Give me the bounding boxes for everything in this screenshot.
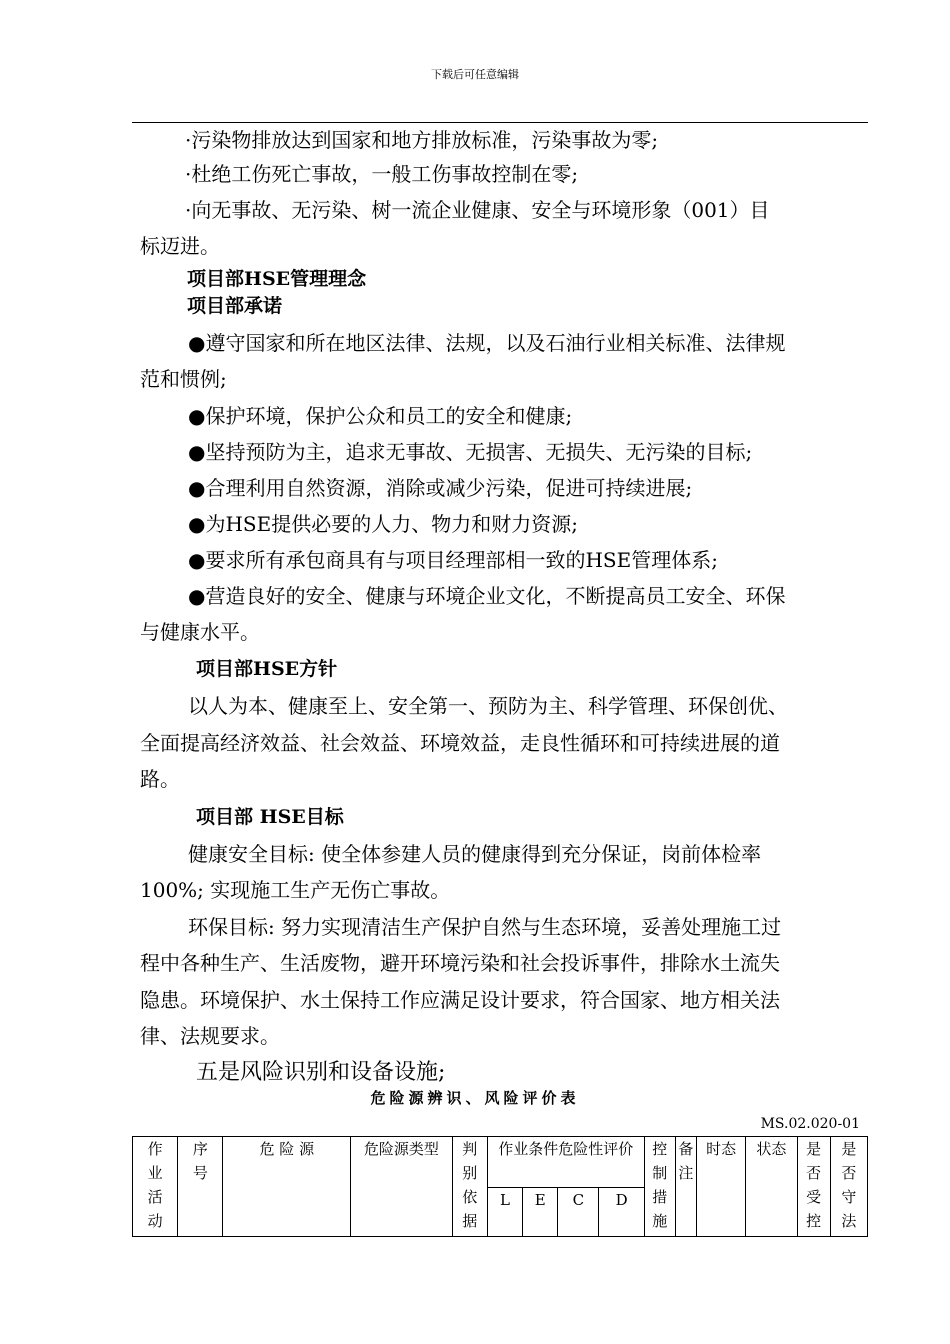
goal-health-line-1: 健康安全目标: 使全体参建人员的健康得到充分保证，岗前体检率	[188, 842, 762, 866]
page-header: 下载后可任意编辑	[431, 68, 519, 81]
commitment-1: ●遵守国家和所在地区法律、法规，以及石油行业相关标准、法律规	[188, 331, 786, 355]
col-C: C	[558, 1188, 599, 1237]
col-eval: 作业条件危险性评价	[487, 1137, 644, 1188]
heading-hse-goal: 项目部 HSE目标	[196, 806, 344, 828]
commitment-1-cont: 范和惯例;	[140, 367, 227, 391]
col-hazard-type: 危险源类型	[351, 1137, 453, 1237]
hazard-risk-table	[132, 1136, 868, 1237]
col-hazard: 危 险 源	[223, 1137, 351, 1237]
commitment-5: ●为HSE提供必要的人力、物力和财力资源;	[188, 512, 578, 536]
policy-line-1: 以人为本、健康至上、安全第一、预防为主、科学管理、环保创优、	[188, 694, 788, 718]
commitment-4: ●合理利用自然资源，消除或减少污染，促进可持续进展;	[188, 476, 693, 500]
policy-line-2: 全面提高经济效益、社会效益、环境效益，走良性循环和可持续进展的道	[140, 731, 780, 755]
col-controlled: 是否受控	[797, 1137, 830, 1237]
goal-env-line-3: 隐患。环境保护、水土保持工作应满足设计要求，符合国家、地方相关法	[140, 988, 780, 1012]
target-line-pollution: ·污染物排放达到国家和地方排放标准，污染事故为零;	[185, 128, 659, 152]
target-line-image-cont: 标迈进。	[140, 234, 220, 258]
col-legal: 是否守法	[830, 1137, 867, 1237]
col-tense: 时态	[696, 1137, 745, 1237]
section-five-heading: 五是风险识别和设备设施;	[196, 1060, 446, 1085]
policy-line-3: 路。	[140, 767, 180, 791]
col-E: E	[523, 1188, 558, 1237]
commitment-7-cont: 与健康水平。	[140, 620, 260, 644]
goal-env-line-4: 律、法规要求。	[140, 1024, 280, 1048]
target-line-image: ·向无事故、无污染、树一流企业健康、安全与环境形象（001）目	[185, 198, 770, 222]
commitment-6: ●要求所有承包商具有与项目经理部相一致的HSE管理体系;	[188, 548, 718, 572]
col-remark: 备注	[675, 1137, 696, 1237]
goal-health-line-2: 100%; 实现施工生产无伤亡事故。	[140, 878, 451, 902]
goal-env-line-1: 环保目标: 努力实现清洁生产保护自然与生态环境，妥善处理施工过	[188, 915, 782, 939]
table-title: 危险源辨识、风险评价表	[370, 1089, 580, 1107]
commitment-7: ●营造良好的安全、健康与环境企业文化，不断提高员工安全、环保	[188, 584, 786, 608]
table-form-code: MS.02.020-01	[760, 1116, 860, 1132]
commitment-2: ●保护环境，保护公众和员工的安全和健康;	[188, 404, 573, 428]
heading-commitment: 项目部承诺	[187, 295, 283, 317]
col-D: D	[599, 1188, 644, 1237]
heading-hse-concept: 项目部HSE管理理念	[187, 268, 367, 290]
col-seq: 序号	[178, 1137, 223, 1237]
commitment-3: ●坚持预防为主，追求无事故、无损害、无损失、无污染的目标;	[188, 440, 753, 464]
col-control: 控制措施	[644, 1137, 675, 1237]
col-activity: 作业活动	[133, 1137, 178, 1237]
heading-hse-policy: 项目部HSE方针	[196, 658, 338, 680]
col-L: L	[487, 1188, 522, 1237]
goal-env-line-2: 程中各种生产、生活废物，避开环境污染和社会投诉事件，排除水土流失	[140, 951, 780, 975]
col-basis: 判别依据	[452, 1137, 487, 1237]
target-line-injury: ·杜绝工伤死亡事故，一般工伤事故控制在零;	[185, 162, 579, 186]
col-state: 状态	[746, 1137, 797, 1237]
